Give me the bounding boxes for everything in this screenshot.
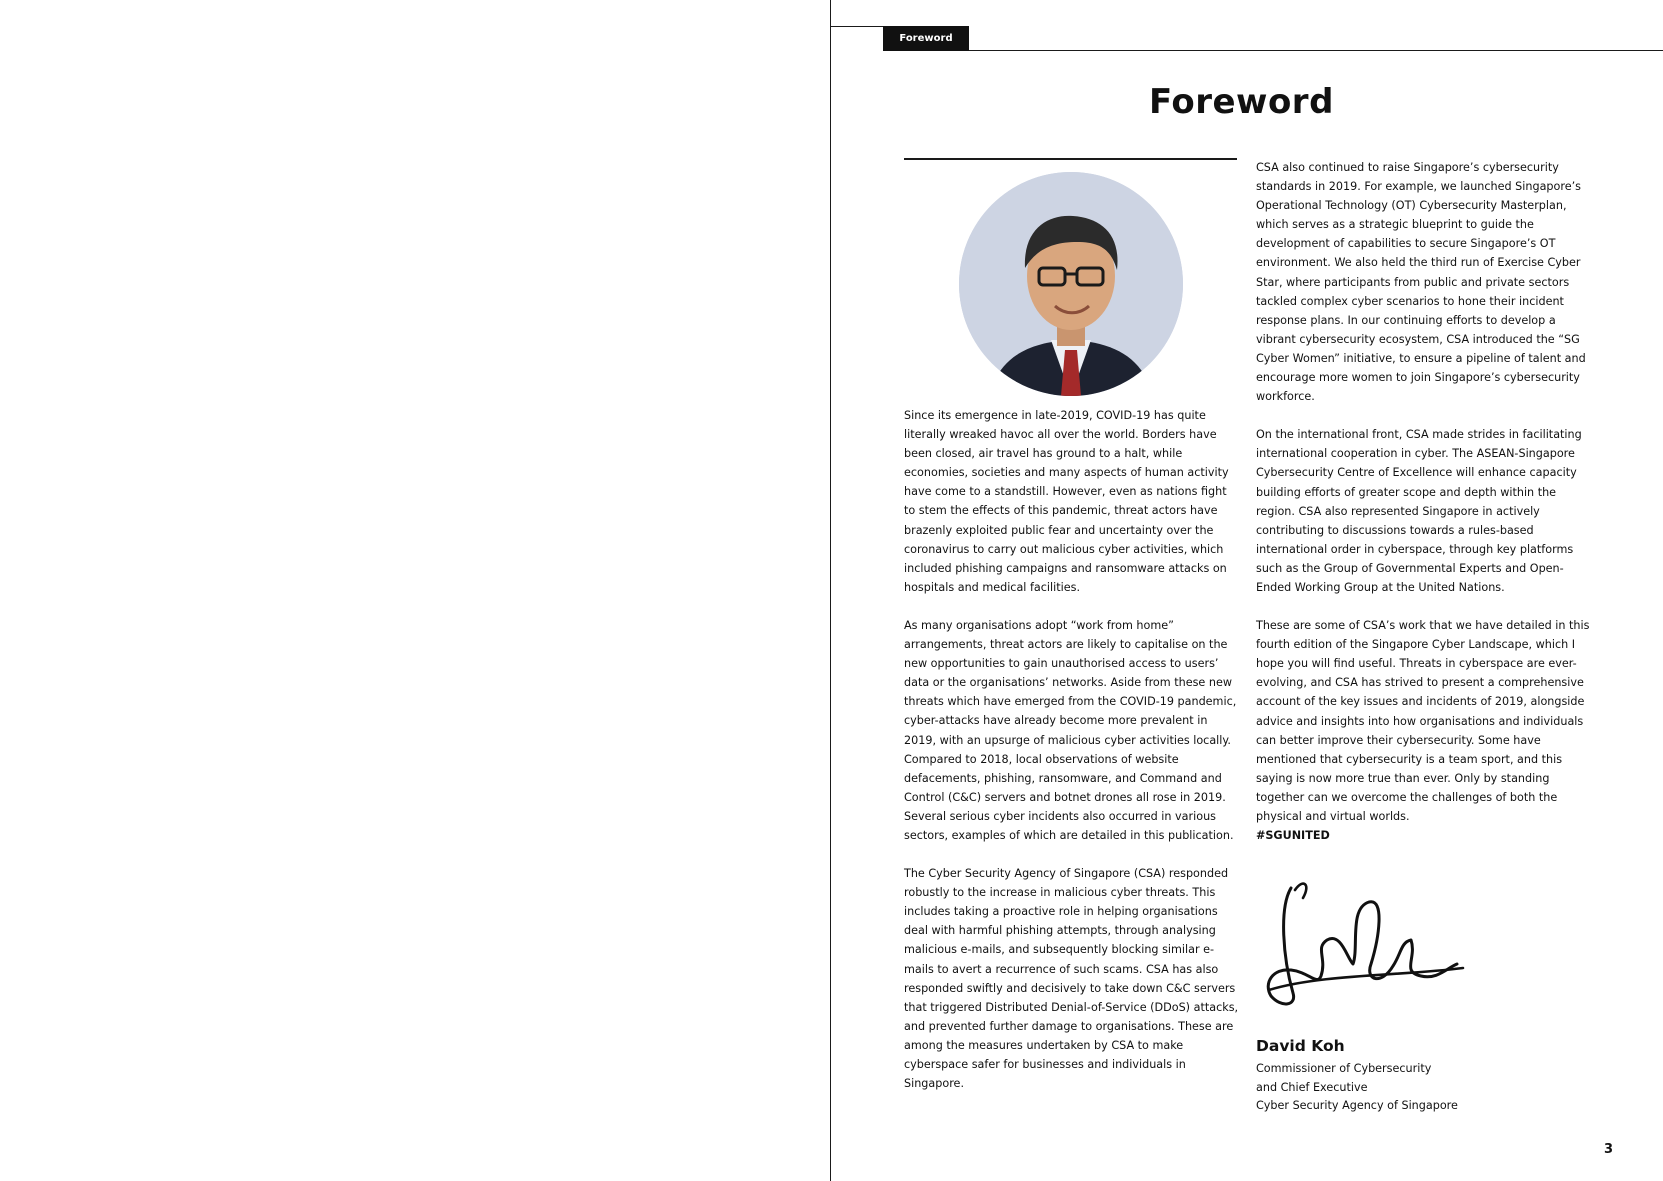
column-right xyxy=(1256,158,1592,864)
signatory-title-line: Cyber Security Agency of Singapore xyxy=(1256,1099,1458,1112)
signature-image xyxy=(1251,868,1471,1018)
page-title: Foreword xyxy=(1149,82,1334,122)
foreword-page xyxy=(831,0,1663,1181)
header-rule-short xyxy=(831,26,883,27)
paragraph: CSA also continued to raise Singapore’s cybersecurity standards in 2019. For example, we launched Singapore’s Operational Technology (OT) Cybersecurity Masterplan, which serves as a strategic blueprint to guide the development of capabilities to secure Singapore’s OT environment. We also held the third run of Exercise Cyber Star, where participants from public and private sectors tackled complex cyber scenarios to hone their incident response plans. In our continuing efforts to develop a vibrant cybersecurity ecosystem, CSA introduced the “SG Cyber Women” initiative, to ensure a pipeline of talent and encourage more women to join Singapore’s cybersecurity workforce. xyxy=(1256,161,1586,404)
column-top-rule xyxy=(904,158,1237,160)
signatory-name: David Koh xyxy=(1256,1037,1345,1055)
paragraph: Since its emergence in late-2019, COVID-19 has quite literally wreaked havoc all over the world. Borders have been closed, air travel has ground to a halt, while economies, societies and many aspects of human activity have come to a standstill. However, even as nations fight to stem the effects of this pandemic, threat actors have brazenly exploited public fear and uncertainty over the coronavirus to carry out malicious cyber activities, which included phishing campaigns and ransomware attacks on hospitals and medical facilities. xyxy=(904,409,1229,594)
paragraph: The Cyber Security Agency of Singapore (CSA) responded robustly to the increase in malicious cyber threats. This includes taking a proactive role in helping organisations deal with harmful phishing attempts, through analysing malicious e-mails, and subsequently blocking similar e-mails to avert a recurrence of such scams. CSA has also responded swiftly and decisively to take down C&C servers that triggered Distributed Denial-of-Service (DDoS) attacks, and prevented further damage to organisations. These are among the measures undertaken by CSA to make cyberspace safer for businesses and individuals in Singapore. xyxy=(904,867,1239,1091)
paragraph-text: These are some of CSA’s work that we have detailed in this fourth edition of the Singapore Cyber Landscape, which I hope you will find useful. Threats in cyberspace are ever-evolving, and CSA has strived to present a comprehensive account of the key issues and incidents of 2019, alongside advice and insights into how organisations and individuals can better improve their cybersecurity. Some have mentioned that cybersecurity is a team sport, and this saying is now more true than ever. Only by standing together can we overcome the challenges of both the physical and virtual worlds. xyxy=(1256,619,1590,823)
header-rule xyxy=(891,50,1663,51)
paragraph: On the international front, CSA made strides in facilitating international cooperation in cyber. The ASEAN-Singapore Cybersecurity Centre of Excellence will enhance capacity building efforts of greater scope and depth within the region. CSA also represented Singapore in actively contributing to discussions towards a rules-based international order in cyberspace, through key platforms such as the Group of Governmental Experts and Open-Ended Working Group at the United Nations. xyxy=(1256,428,1582,594)
blank-left-page xyxy=(0,0,830,1181)
paragraph xyxy=(1256,616,1592,845)
signatory-title-line: Commissioner of Cybersecurity xyxy=(1256,1062,1432,1075)
hashtag: #SGUNITED xyxy=(1256,829,1330,843)
author-portrait xyxy=(959,172,1183,396)
section-tab: Foreword xyxy=(883,26,969,51)
column-left xyxy=(904,406,1240,1112)
signatory-title xyxy=(1256,1060,1458,1116)
signatory-title-line: and Chief Executive xyxy=(1256,1080,1368,1094)
paragraph: As many organisations adopt “work from home” arrangements, threat actors are likely to capitalise on the new opportunities to gain unauthorised access to users’ data or the organisations’ networks. Aside from these new threats which have emerged from the COVID-19 pandemic, cyber-attacks have already become more prevalent in 2019, with an upsurge of malicious cyber activities locally. Compared to 2018, local observations of website defacements, phishing, ransomware, and Command and Control (C&C) servers and botnet drones all rose in 2019. Several serious cyber incidents also occurred in various sectors, examples of which are detailed in this publication. xyxy=(904,618,1237,842)
portrait-illustration xyxy=(959,172,1183,396)
page-number: 3 xyxy=(1604,1142,1614,1157)
